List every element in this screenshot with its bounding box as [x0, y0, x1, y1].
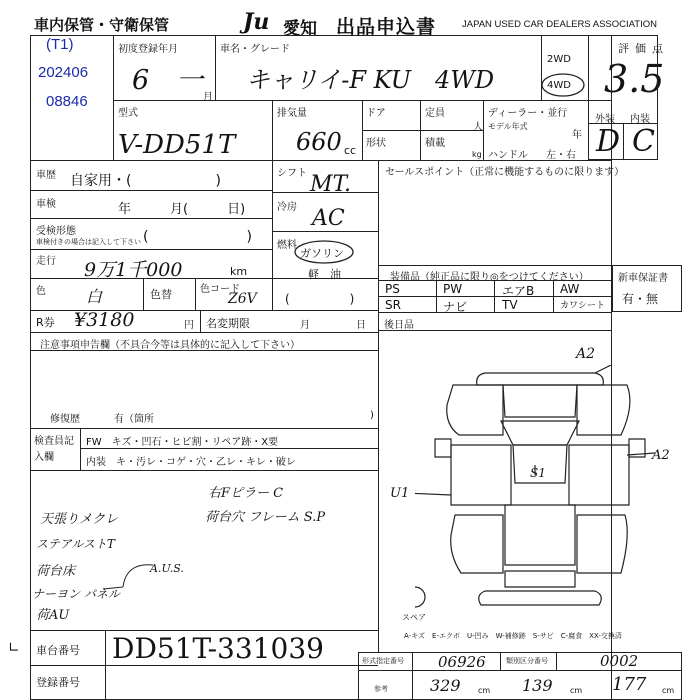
fuel-circle — [293, 239, 355, 265]
equip-item: PS — [385, 282, 400, 296]
repair-label: 修復歴 — [50, 414, 80, 425]
handle-value: 左・右 — [546, 150, 576, 161]
in-row: 内装 キ・汚レ・コゲ・穴・乙レ・キレ・破レ — [86, 457, 296, 468]
dim-3: 177 — [612, 674, 647, 695]
received-sub: 車検付きの場合は記入して下さい — [36, 238, 141, 246]
received-paren: ( ) — [143, 229, 252, 245]
ref-label: 参考 — [374, 685, 388, 693]
form-title: 出品申込書 — [336, 16, 437, 38]
color-value: 白 — [86, 287, 103, 306]
plate-label: 登録番号 — [36, 676, 80, 689]
fuel-label: 燃料 — [277, 240, 297, 251]
shift-value: MT. — [310, 172, 351, 197]
kg-label: kg — [472, 150, 482, 159]
aus-bracket — [95, 557, 155, 592]
equip-label: 装備品（純正品に限り◎をつけてください） — [390, 272, 589, 283]
cool-label: 冷房 — [277, 202, 297, 213]
car-diagram — [415, 365, 665, 615]
cap-label: 定員 — [425, 108, 445, 119]
disp-label: 排気量 — [277, 108, 307, 119]
fuel-alt: 軽 油 — [308, 268, 341, 281]
dim-2-unit: cm — [570, 686, 583, 695]
yen-label: 円 — [184, 320, 194, 331]
dim-3-unit: cm — [662, 686, 675, 695]
inspection-label: 車検 — [36, 199, 56, 210]
lot-line1: (T1) — [46, 36, 74, 53]
fuel-value: ガソリン — [300, 247, 344, 260]
sales-label: セールスポイント（正常に機能するものに限ります） — [385, 167, 625, 178]
chassis-value: DD51T-331039 — [112, 632, 324, 665]
diagram-legend: A-キズ E-エクボ U-凹み W-補修跡 S-サビ C-腐食 XX-交換済 — [404, 632, 622, 640]
handle-label: ハンドル — [488, 150, 528, 161]
warranty-value: 有・無 — [622, 292, 659, 306]
disp-value: 660 — [296, 128, 342, 156]
deadline-label: 名変期限 — [206, 317, 250, 330]
model-label: 型式 — [118, 108, 138, 119]
equip-item: エアB — [502, 284, 535, 298]
chassis-label: 車台番号 — [36, 644, 80, 657]
ju-logo: Ju — [243, 9, 270, 35]
first-reg-value: 6 一 — [132, 65, 204, 96]
carname-label: 車名・グレード — [220, 44, 290, 55]
color-change-label: 色替 — [150, 288, 172, 301]
color-code-value: Z6V — [228, 291, 257, 307]
ext-label: 外装 — [595, 114, 615, 125]
drive-4wd-circle — [540, 72, 586, 98]
door-label: ドア — [366, 108, 386, 119]
person-label: 人 — [473, 122, 483, 133]
cool-value: AC — [312, 206, 345, 231]
int-value: C — [632, 124, 655, 159]
deadline-day: 日 — [356, 320, 366, 331]
cc-label: cc — [344, 144, 357, 157]
model-value: V-DD51T — [118, 130, 236, 160]
header-tag: 車内保管・守衛保管 — [34, 16, 170, 34]
history-label: 車歴 — [36, 170, 56, 181]
inspector-label: 検査員記入欄 — [34, 436, 74, 463]
dealer-label: ディーラー・並行 — [488, 108, 568, 119]
drive-2wd: 2WD — [547, 54, 571, 65]
note-7: 荷AU — [36, 608, 70, 623]
score-label: 評価点 — [618, 42, 669, 55]
load-label: 積載 — [425, 138, 445, 149]
ext-value: D — [596, 124, 621, 159]
equip-item: カワシート — [560, 301, 606, 311]
carname-value: キャリイ-F KU 4WD — [246, 66, 495, 94]
received-label: 受検形態 — [36, 226, 76, 237]
after-label: 後日品 — [384, 320, 414, 331]
lot-line2: 202406 — [38, 64, 89, 81]
equip-item: ナビ — [443, 300, 468, 314]
dim-1: 329 — [430, 676, 461, 695]
spec-label: 形式指定番号 — [362, 657, 404, 665]
history-value: 自家用・( ) — [70, 173, 221, 189]
drive-4wd: 4WD — [547, 80, 571, 91]
org-name: 愛知 — [283, 19, 317, 39]
dim-2: 139 — [522, 676, 553, 695]
inspection-value: 年 月( 日) — [118, 202, 246, 217]
color-label: 色 — [36, 286, 46, 297]
note-1: 右Fピラー C — [208, 486, 284, 501]
equip-item: TV — [502, 298, 518, 312]
dim-1-unit: cm — [478, 686, 491, 695]
year-label: 年 — [572, 130, 582, 141]
month-label: 月 — [203, 92, 213, 103]
equip-item: SR — [385, 298, 401, 312]
ticket-value: ¥3180 — [74, 309, 135, 331]
diagram-right-mark: A2 — [652, 448, 670, 463]
note-2: 荷台穴 フレーム S.P — [205, 510, 326, 525]
int-label: 内装 — [630, 114, 650, 125]
equip-item: AW — [560, 282, 580, 296]
mileage-label: 走行 — [36, 256, 56, 267]
shift-label: シフト — [277, 168, 307, 179]
deadline-month: 月 — [300, 320, 310, 331]
mileage-value: 9万1千000 — [84, 259, 183, 281]
ticket-label: R券 — [36, 316, 55, 329]
model-year-label: モデル年式 — [488, 122, 528, 131]
class-value: 0002 — [600, 652, 639, 670]
warranty-label: 新車保証書 — [618, 273, 668, 284]
repair-value: 有（箇所 — [114, 414, 154, 425]
diagram-left-mark: U1 — [390, 486, 410, 501]
km-label: km — [230, 265, 248, 278]
equip-item: PW — [443, 282, 463, 296]
assoc-name: JAPAN USED CAR DEALERS ASSOCIATION — [462, 19, 657, 30]
first-reg-label: 初度登録年月 — [118, 44, 178, 55]
aus-mark: A.U.S. — [150, 562, 184, 575]
repair-close: ) — [370, 410, 374, 421]
score-value: 3.5 — [604, 57, 665, 101]
shape-label: 形状 — [366, 138, 386, 149]
fuel-paren: ( ) — [285, 292, 355, 306]
diagram-top-mark: A2 — [576, 346, 596, 362]
notes-label: 注意事項申告欄（不具合今等は具体的に記入して下さい） — [40, 340, 300, 351]
note-5: 荷台床 — [36, 564, 76, 579]
note-6: ナーヨン パネル — [32, 587, 120, 601]
spare-label: スペア — [402, 613, 426, 622]
diagram-center-mark: S1 — [530, 466, 546, 480]
spec-value: 06926 — [438, 653, 486, 671]
margin-mark: ∟ — [8, 640, 20, 656]
lot-line3: 08846 — [46, 93, 88, 110]
class-label: 類別区分番号 — [506, 657, 548, 665]
note-3: 天張りメクレ — [40, 512, 119, 527]
note-4: ステアルストT — [36, 537, 115, 551]
color-code-label: 色コード — [200, 284, 240, 295]
fw-row: FW キズ・凹石・ヒビ割・リペア跡・X要 — [86, 437, 279, 448]
